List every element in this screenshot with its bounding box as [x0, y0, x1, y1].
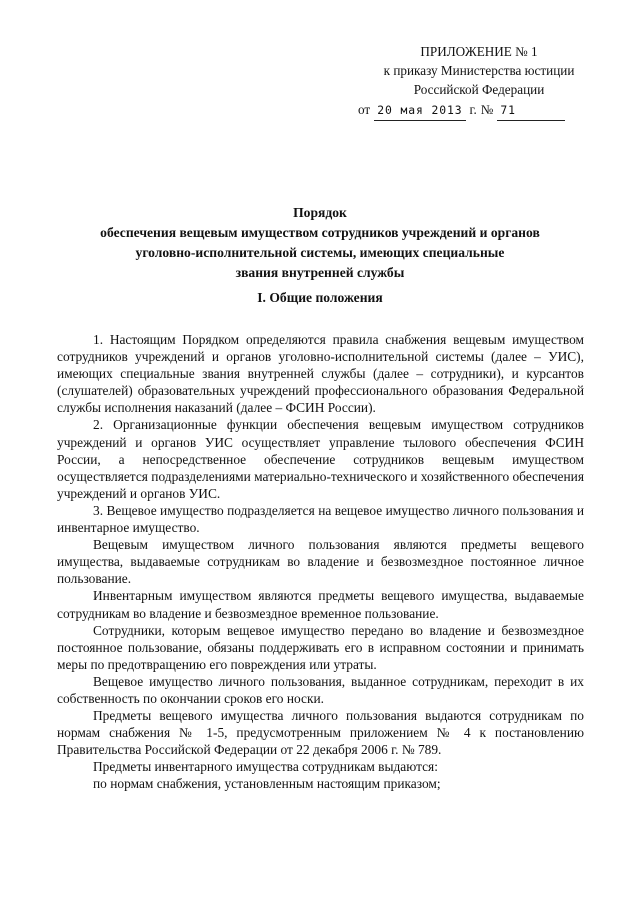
body-paragraph: 2. Организационные функции обеспечения вещевым имуществом сотрудников учреждений и органов УИС осуществляет управление тылового обеспечения ФСИН России, а непосредственное обеспечение сотрудников вещевым имуществом осуществляется подразделениями материально-технического и хозяйственного обеспечения учреждений и органов УИС. [57, 417, 584, 501]
body-paragraph: Вещевым имуществом личного пользования являются предметы вещевого имущества, выдаваемые сотрудникам во владение и безвозмездное постоянное личное пользование. [57, 537, 584, 587]
title-subtitle-line-2: уголовно-исполнительной системы, имеющих специальные [135, 245, 505, 260]
title-subtitle-line-1: обеспечения вещевым имуществом сотрудников учреждений и органов [100, 225, 540, 240]
order-date-number-line [358, 101, 600, 121]
body-paragraph: Вещевое имущество личного пользования, выданное сотрудникам, переходит в их собственность по окончании сроков его носки. [57, 673, 584, 706]
body-paragraph: Предметы инвентарного имущества сотрудникам выдаются: [93, 759, 438, 775]
document-body [57, 331, 584, 793]
order-authority-line-1: к приказу Министерства юстиции [383, 63, 575, 78]
order-date-value: 20 мая 2013 [374, 101, 465, 121]
appendix-header [358, 42, 600, 99]
title-heading: Порядок [293, 205, 347, 220]
date-suffix-label: г. [469, 102, 477, 117]
body-paragraph: Предметы вещевого имущества личного пользования выдаются сотрудникам по нормам снабжения № 1-5, предусмотренным приложением № 4 к постановлению Правительства Российской Федерации от 22 декабря 2006 г. № 789. [57, 708, 584, 758]
date-prefix-label: от [358, 102, 371, 117]
document-title [57, 203, 583, 283]
appendix-label: ПРИЛОЖЕНИЕ № 1 [420, 44, 538, 59]
body-paragraph: Сотрудники, которым вещевое имущество передано во владение и безвозмездное постоянное пользование, обязаны поддерживать его в исправном состоянии и принимать меры по предотвращению его повреждения или утраты. [57, 622, 584, 672]
order-authority-line-2: Российской Федерации [413, 82, 545, 97]
order-number-value: 71 [497, 101, 565, 121]
body-paragraph: по нормам снабжения, установленным настоящим приказом; [93, 776, 441, 792]
body-paragraph: Инвентарным имуществом являются предметы вещевого имущества, выдаваемые сотрудникам во владение и безвозмездное временное пользование. [57, 588, 584, 621]
title-subtitle-line-3: звания внутренней службы [235, 265, 405, 280]
number-symbol-label: № [480, 102, 494, 117]
body-paragraph: 1. Настоящим Порядком определяются правила снабжения вещевым имуществом сотрудников учреждений и органов уголовно-исполнительной системы (далее – УИС), имеющих специальные звания внутренней службы (далее – сотрудники), и курсантов (слушателей) образовательных учреждений профессионального образования Федеральной службы исполнения наказаний (далее – ФСИН России). [57, 332, 584, 416]
body-paragraph: 3. Вещевое имущество подразделяется на вещевое имущество личного пользования и инвентарное имущество. [57, 502, 584, 536]
section-heading-general-provisions: I. Общие положения [257, 290, 383, 305]
